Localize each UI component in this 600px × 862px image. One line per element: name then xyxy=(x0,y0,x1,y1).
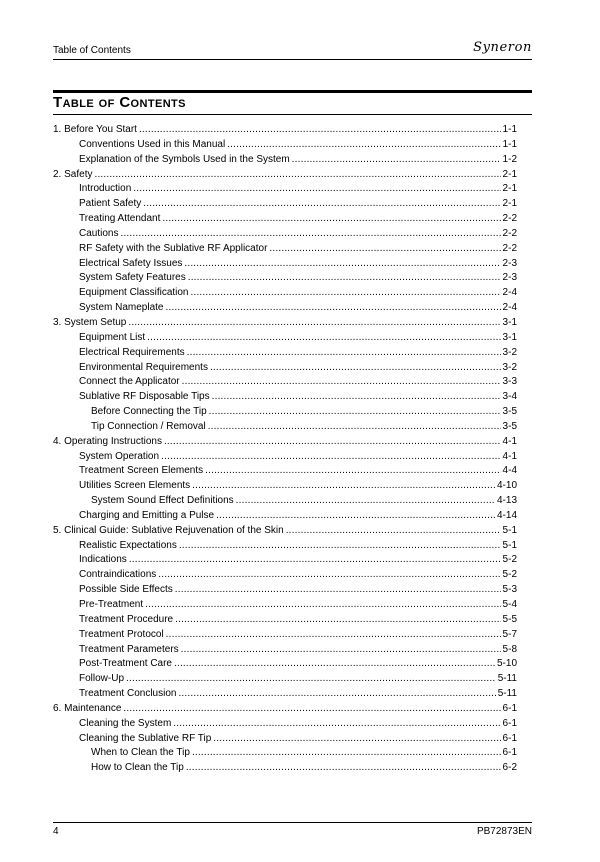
toc-entry-page: 4-10 xyxy=(496,480,517,492)
toc-leader-dots xyxy=(174,657,495,671)
toc-entry-page: 3-1 xyxy=(502,331,517,343)
toc-entry[interactable] xyxy=(53,331,533,346)
toc-entry[interactable] xyxy=(53,168,533,183)
toc-entry[interactable] xyxy=(53,361,533,376)
toc-leader-dots xyxy=(173,717,500,731)
toc-entry[interactable] xyxy=(53,687,533,702)
toc-entry[interactable] xyxy=(53,583,533,598)
toc-entry-label: Equipment List xyxy=(79,331,146,343)
toc-entry-label: System Safety Features xyxy=(79,272,186,284)
syneron-logo: Syneron xyxy=(473,40,532,55)
toc-entry[interactable] xyxy=(53,746,533,761)
toc-entry-label: System Nameplate xyxy=(79,302,164,314)
toc-entry-label: 6. Maintenance xyxy=(53,702,122,714)
toc-leader-dots xyxy=(164,435,501,449)
toc-entry-page: 6-1 xyxy=(502,747,517,759)
toc-entry-page: 3-1 xyxy=(502,316,517,328)
toc-entry-page: 2-2 xyxy=(502,213,517,225)
toc-entry-label: Realistic Expectations xyxy=(79,539,177,551)
toc-entry-page: 5-2 xyxy=(502,554,517,566)
toc-leader-dots xyxy=(162,212,500,226)
toc-leader-dots xyxy=(186,761,501,775)
toc-entry-page: 6-1 xyxy=(502,702,517,714)
toc-entry-label: Possible Side Effects xyxy=(79,584,173,596)
toc-leader-dots xyxy=(236,494,495,508)
toc-leader-dots xyxy=(175,613,500,627)
toc-entry[interactable] xyxy=(53,286,533,301)
footer-divider xyxy=(53,822,532,823)
toc-entry[interactable] xyxy=(53,301,533,316)
toc-entry-label: Post-Treatment Care xyxy=(79,658,172,670)
toc-leader-dots xyxy=(128,316,500,330)
toc-entry[interactable] xyxy=(53,672,533,687)
toc-entry[interactable] xyxy=(53,390,533,405)
toc-leader-dots xyxy=(166,628,501,642)
toc-entry-label: Treatment Parameters xyxy=(79,643,179,655)
toc-entry-label: 2. Safety xyxy=(53,168,93,180)
toc-leader-dots xyxy=(212,390,501,404)
toc-entry-page: 5-5 xyxy=(502,613,517,625)
toc-entry-label: Treatment Procedure xyxy=(79,613,174,625)
toc-entry-label: 1. Before You Start xyxy=(53,124,137,135)
toc-entry[interactable] xyxy=(53,227,533,242)
toc-leader-dots xyxy=(120,227,500,241)
toc-entry-label: When to Clean the Tip xyxy=(91,747,190,759)
toc-leader-dots xyxy=(129,553,501,567)
toc-entry-label: Tip Connection / Removal xyxy=(91,420,206,432)
toc-entry-page: 5-8 xyxy=(502,643,517,655)
toc-leader-dots xyxy=(213,732,500,746)
toc-entry-label: Treatment Protocol xyxy=(79,628,164,640)
toc-entry-page: 5-1 xyxy=(502,524,517,536)
toc-entry-label: 5. Clinical Guide: Sublative Rejuvenation of the Skin xyxy=(53,524,284,536)
toc-leader-dots xyxy=(184,257,500,271)
toc-leader-dots xyxy=(147,331,500,345)
toc-leader-dots xyxy=(205,464,500,478)
toc-entry-label: System Sound Effect Definitions xyxy=(91,495,234,507)
toc-entry-page: 5-1 xyxy=(502,539,517,551)
toc-entry-page: 5-11 xyxy=(497,688,517,700)
toc-leader-dots xyxy=(269,242,500,256)
toc-entry-page: 5-2 xyxy=(502,569,517,581)
toc-entry-page: 5-3 xyxy=(502,584,517,596)
toc-entry-label: Electrical Requirements xyxy=(79,346,185,358)
toc-leader-dots xyxy=(286,524,501,538)
toc-entry-label: Sublative RF Disposable Tips xyxy=(79,391,210,403)
toc-entry[interactable] xyxy=(53,464,533,479)
toc-entry[interactable] xyxy=(53,643,533,658)
toc-leader-dots xyxy=(292,153,501,167)
toc-entry-label: Pre-Treatment xyxy=(79,599,144,610)
toc-entry-label: RF Safety with the Sublative RF Applicator xyxy=(79,242,268,254)
toc-entry[interactable] xyxy=(53,761,533,776)
toc-entry-label: Indications xyxy=(79,554,127,566)
toc-entry-page: 2-4 xyxy=(502,287,517,299)
toc-entry-label: Before Connecting the Tip xyxy=(91,406,207,418)
toc-entry[interactable] xyxy=(53,375,533,390)
toc-entry[interactable] xyxy=(53,153,533,168)
toc-entry-page: 3-2 xyxy=(502,361,517,373)
toc-entry[interactable] xyxy=(53,123,533,138)
toc-entry-label: Explanation of the Symbols Used in the System xyxy=(79,153,290,165)
running-header: Table of Contents xyxy=(53,45,131,56)
toc-entry-page: 3-5 xyxy=(502,406,517,418)
toc-entry-page: 3-2 xyxy=(502,346,517,358)
toc-entry-page: 5-10 xyxy=(496,658,517,670)
toc-list xyxy=(53,123,533,776)
toc-entry[interactable] xyxy=(53,553,533,568)
toc-leader-dots xyxy=(188,271,501,285)
toc-entry-label: Follow-Up xyxy=(79,673,125,685)
toc-entry-page: 5-11 xyxy=(497,673,517,685)
toc-entry-page: 1-1 xyxy=(502,124,517,135)
toc-entry-page: 2-4 xyxy=(502,302,517,314)
toc-entry-page: 4-1 xyxy=(502,435,517,447)
toc-entry-page: 6-1 xyxy=(502,732,517,744)
toc-leader-dots xyxy=(158,568,500,582)
toc-entry-page: 2-2 xyxy=(502,227,517,239)
toc-entry-page: 6-1 xyxy=(502,717,517,729)
toc-leader-dots xyxy=(161,450,501,464)
toc-entry[interactable] xyxy=(53,628,533,643)
toc-entry[interactable] xyxy=(53,479,533,494)
toc-entry[interactable] xyxy=(53,182,533,197)
toc-entry[interactable] xyxy=(53,316,533,331)
toc-entry-page: 4-4 xyxy=(502,465,517,477)
toc-entry[interactable] xyxy=(53,717,533,732)
toc-entry[interactable] xyxy=(53,271,533,286)
toc-entry[interactable] xyxy=(53,494,533,509)
toc-entry[interactable] xyxy=(53,420,533,435)
toc-leader-dots xyxy=(94,168,500,182)
toc-leader-dots xyxy=(165,301,500,315)
toc-leader-dots xyxy=(139,123,501,137)
toc-leader-dots xyxy=(192,746,501,760)
toc-entry-label: Treatment Conclusion xyxy=(79,688,177,700)
toc-leader-dots xyxy=(208,420,501,434)
toc-entry-label: How to Clean the Tip xyxy=(91,762,184,774)
toc-entry-page: 2-1 xyxy=(502,183,517,195)
toc-leader-dots xyxy=(126,672,496,686)
toc-leader-dots xyxy=(175,583,501,597)
toc-leader-dots xyxy=(216,509,495,523)
toc-entry[interactable] xyxy=(53,539,533,554)
toc-entry-page: 1-2 xyxy=(502,153,517,165)
toc-entry-label: Contraindications xyxy=(79,569,157,581)
toc-entry-label: Patient Safety xyxy=(79,198,142,210)
toc-entry-page: 5-7 xyxy=(502,628,517,640)
toc-entry[interactable] xyxy=(53,732,533,747)
toc-leader-dots xyxy=(143,197,500,211)
toc-entry-page: 2-2 xyxy=(502,242,517,254)
toc-entry-label: Treatment Screen Elements xyxy=(79,465,204,477)
toc-entry-page: 6-2 xyxy=(502,762,517,774)
toc-leader-dots xyxy=(145,598,500,612)
toc-entry[interactable] xyxy=(53,450,533,465)
toc-leader-dots xyxy=(182,375,501,389)
toc-entry[interactable] xyxy=(53,509,533,524)
page-title: Table of Contents xyxy=(53,94,186,111)
toc-entry-label: Equipment Classification xyxy=(79,287,189,299)
toc-leader-dots xyxy=(123,702,500,716)
toc-leader-dots xyxy=(209,405,501,419)
document-code: PB72873EN xyxy=(476,826,532,837)
toc-entry-page: 2-1 xyxy=(502,168,517,180)
toc-entry[interactable] xyxy=(53,568,533,583)
toc-entry-page: 1-1 xyxy=(502,138,517,150)
toc-entry-label: 3. System Setup xyxy=(53,316,127,328)
toc-entry[interactable] xyxy=(53,598,533,613)
title-bottom-rule xyxy=(53,114,532,115)
toc-leader-dots xyxy=(210,361,501,375)
toc-entry[interactable] xyxy=(53,613,533,628)
toc-entry-label: Treating Attendant xyxy=(79,213,161,225)
toc-entry-label: Environmental Requirements xyxy=(79,361,208,373)
toc-leader-dots xyxy=(133,182,500,196)
toc-entry-label: Cautions xyxy=(79,227,119,239)
toc-entry-label: Cleaning the System xyxy=(79,717,172,729)
toc-entry-label: System Operation xyxy=(79,450,160,462)
title-top-rule xyxy=(53,90,532,93)
toc-entry[interactable] xyxy=(53,197,533,212)
toc-entry-page: 2-3 xyxy=(502,257,517,269)
toc-leader-dots xyxy=(192,479,495,493)
toc-leader-dots xyxy=(227,138,500,152)
toc-entry-label: 4. Operating Instructions xyxy=(53,435,162,447)
toc-entry[interactable] xyxy=(53,702,533,717)
toc-leader-dots xyxy=(187,346,501,360)
toc-entry-page: 3-3 xyxy=(502,376,517,388)
toc-entry-label: Utilities Screen Elements xyxy=(79,480,191,492)
toc-entry-page: 3-4 xyxy=(502,391,517,403)
toc-leader-dots xyxy=(178,687,495,701)
toc-entry-label: Cleaning the Sublative RF Tip xyxy=(79,732,212,744)
toc-entry-label: Conventions Used in this Manual xyxy=(79,138,226,150)
toc-entry-label: Introduction xyxy=(79,183,132,195)
toc-entry[interactable] xyxy=(53,257,533,272)
toc-entry[interactable] xyxy=(53,435,533,450)
toc-entry[interactable] xyxy=(53,346,533,361)
toc-entry[interactable] xyxy=(53,524,533,539)
toc-entry-label: Electrical Safety Issues xyxy=(79,257,183,269)
toc-leader-dots xyxy=(191,286,501,300)
toc-entry-page: 4-13 xyxy=(496,495,517,507)
toc-entry-page: 5-4 xyxy=(502,599,517,610)
page-number: 4 xyxy=(53,826,59,837)
toc-entry[interactable] xyxy=(53,657,533,672)
toc-entry[interactable] xyxy=(53,242,533,257)
toc-entry-label: Connect the Applicator xyxy=(79,376,180,388)
toc-leader-dots xyxy=(181,643,501,657)
header-divider xyxy=(53,59,532,60)
toc-entry[interactable] xyxy=(53,212,533,227)
toc-entry[interactable] xyxy=(53,138,533,153)
toc-entry-page: 2-1 xyxy=(502,198,517,210)
toc-entry-page: 2-3 xyxy=(502,272,517,284)
toc-leader-dots xyxy=(179,539,501,553)
toc-entry[interactable] xyxy=(53,405,533,420)
toc-entry-page: 4-14 xyxy=(496,509,517,521)
toc-entry-page: 4-1 xyxy=(502,450,517,462)
toc-entry-page: 3-5 xyxy=(502,420,517,432)
toc-entry-label: Charging and Emitting a Pulse xyxy=(79,509,215,521)
